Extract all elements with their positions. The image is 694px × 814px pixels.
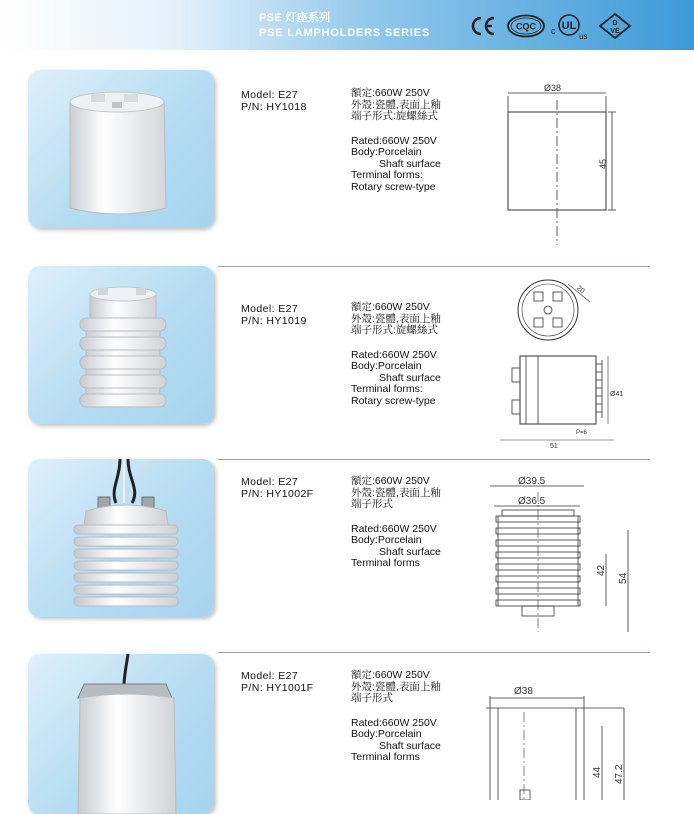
spec-shaft: Shaft surface	[379, 739, 441, 752]
dim-diameter: Ø41	[610, 391, 624, 398]
product-specs	[351, 476, 441, 570]
spec-terminal: Terminal forms:	[351, 383, 423, 395]
spec-rated: Rated:660W 250V	[351, 348, 437, 361]
ul-mark-icon	[550, 12, 592, 40]
spec-cn-terminal: 端子形式	[351, 498, 393, 510]
product-photo-hy1018	[28, 70, 214, 228]
header-title-english: PSE LAMPHOLDERS SERIES	[259, 27, 431, 39]
dimension-drawing-hy1001f	[484, 680, 634, 800]
spec-cn-body: 外殼:瓷體,表面上釉	[351, 312, 441, 325]
cqc-mark-icon	[506, 14, 546, 38]
row-divider	[218, 266, 650, 267]
product-specs	[351, 670, 441, 764]
spec-body: Body:Porcelain	[351, 146, 422, 158]
spec-cn-body: 外殼:瓷體,表面上釉	[351, 486, 441, 499]
product-photo-hy1002f	[28, 459, 214, 617]
spec-cn-rating: 額定:660W 250V	[351, 669, 430, 681]
spec-cn-terminal: 端子形式:旋螺絲式	[351, 110, 438, 122]
dim-thread-height: 42	[596, 564, 607, 576]
spec-cn-body: 外殼:瓷體,表面上釉	[351, 680, 441, 693]
dim-outer-diameter: Ø39.5	[518, 476, 546, 487]
wired-lampholder-image	[28, 459, 214, 617]
svg-text:D: D	[612, 20, 618, 27]
spec-cn-rating: 額定:660W 250V	[351, 87, 430, 99]
spec-rated: Rated:660W 250V	[351, 716, 437, 729]
spec-cn-terminal: 端子形式:旋螺絲式	[351, 324, 438, 336]
spec-terminal: Terminal forms	[351, 557, 420, 569]
part-number-label: P/N: HY1018	[241, 101, 307, 113]
spec-terminal-type: Rotary screw-type	[351, 394, 436, 407]
spec-shaft: Shaft surface	[379, 157, 441, 170]
product-photo-hy1001f	[28, 654, 214, 814]
spec-shaft: Shaft surface	[379, 545, 441, 558]
product-model-block	[241, 670, 314, 694]
spec-shaft: Shaft surface	[379, 371, 441, 384]
model-label: Model: E27	[241, 476, 299, 488]
svg-text:VE: VE	[610, 28, 620, 35]
header-title-chinese: PSE 灯座系列	[259, 12, 331, 24]
dim-total-height: 47.2	[614, 764, 625, 784]
dim-pitch: P=6	[576, 430, 587, 436]
product-specs	[351, 88, 441, 193]
svg-text:UL: UL	[561, 20, 577, 32]
model-label: Model: E27	[241, 89, 299, 101]
part-number-label: P/N: HY1019	[241, 315, 307, 327]
dim-inner-diameter: Ø36.5	[518, 496, 546, 507]
product-model-block	[241, 89, 307, 113]
svg-text:CQC: CQC	[516, 21, 536, 32]
spec-body: Body:Porcelain	[351, 728, 422, 740]
product-specs	[351, 302, 441, 407]
spec-cn-rating: 額定:660W 250V	[351, 301, 430, 313]
spec-terminal-type: Rotary screw-type	[351, 180, 436, 193]
dve-mark-icon	[598, 12, 632, 40]
svg-text:us: us	[579, 32, 588, 40]
part-number-label: P/N: HY1002F	[241, 488, 314, 500]
dim-diameter: Ø38	[544, 83, 562, 93]
page-header	[0, 0, 694, 50]
part-number-label: P/N: HY1001F	[241, 682, 314, 694]
dimension-drawing-hy1002f	[488, 472, 638, 642]
spec-rated: Rated:660W 250V	[351, 522, 437, 535]
dim-total-height: 54	[618, 572, 629, 584]
spec-rated: Rated:660W 250V	[351, 134, 437, 147]
ribbed-lampholder-image	[28, 266, 214, 424]
product-model-block	[241, 476, 314, 500]
dim-height: 45	[598, 158, 608, 169]
spec-cn-terminal: 端子形式	[351, 692, 393, 704]
product-photo-hy1019	[28, 266, 214, 424]
spec-body: Body:Porcelain	[351, 360, 422, 372]
bracket-lampholder-image	[28, 654, 214, 814]
dimension-drawing-hy1019	[490, 272, 640, 452]
ce-mark-icon	[470, 14, 496, 38]
product-model-block	[241, 303, 307, 327]
dim-height: 44	[592, 766, 603, 778]
model-label: Model: E27	[241, 670, 299, 682]
spec-terminal: Terminal forms	[351, 751, 420, 763]
porcelain-lampholder-image	[28, 70, 214, 228]
dim-terminal-angle: 20	[575, 284, 586, 295]
spec-body: Body:Porcelain	[351, 534, 422, 546]
dim-length: 51	[550, 443, 558, 450]
svg-text:c: c	[551, 26, 556, 36]
dimension-drawing-hy1018	[490, 80, 630, 250]
model-label: Model: E27	[241, 303, 299, 315]
spec-cn-body: 外殼:瓷體,表面上釉	[351, 98, 441, 111]
dim-diameter: Ø38	[514, 686, 533, 697]
spec-cn-rating: 額定:660W 250V	[351, 475, 430, 487]
row-divider	[218, 652, 650, 653]
row-divider	[218, 459, 650, 460]
spec-terminal: Terminal forms:	[351, 169, 423, 181]
